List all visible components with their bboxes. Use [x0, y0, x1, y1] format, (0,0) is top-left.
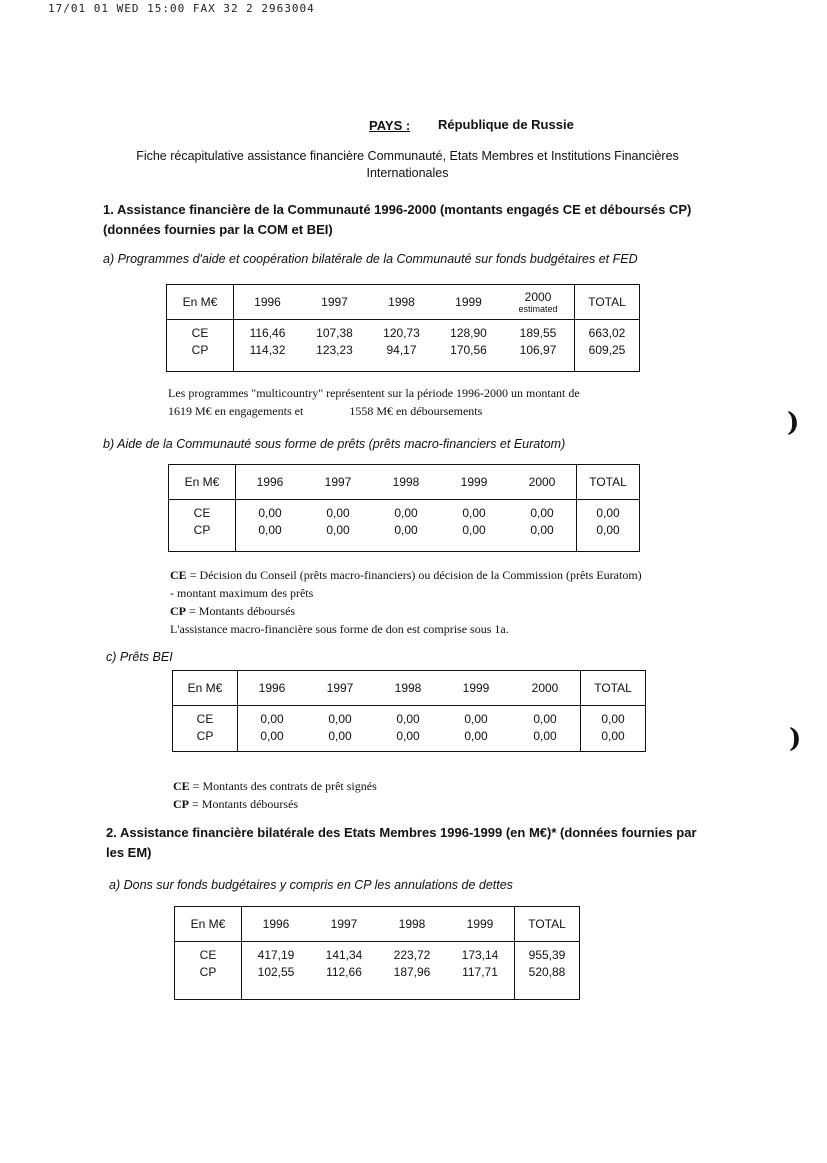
table-1a-total-cell: [575, 320, 640, 372]
fax-header: 17/01 01 WED 15:00 FAX 32 2 2963004: [48, 2, 315, 15]
cell-value: 0,00: [533, 712, 557, 726]
table-1a-row-labels: [167, 320, 234, 372]
row-label-ce: CE: [199, 948, 217, 962]
note-line: Les programmes "multicountry" représentent sur la période 1996-2000 un montant de: [168, 386, 580, 400]
cell-total: 955,39: [528, 948, 566, 962]
table-1a-cell: [502, 320, 575, 372]
cell-value: 114,32: [249, 343, 286, 357]
cell-value: 0,00: [326, 523, 350, 537]
table-2a-year: 1997: [310, 907, 378, 942]
cell-total: 520,88: [528, 965, 566, 979]
table-1c-year: 2000: [510, 671, 581, 706]
row-label-cp: CP: [199, 965, 217, 979]
cell-value: 0,00: [260, 729, 284, 743]
note-text: = Montants déboursés: [186, 604, 296, 618]
table-2a-cell: [242, 942, 311, 1000]
table-2a-row-labels: [175, 942, 242, 1000]
cell-value: 112,66: [326, 965, 362, 979]
cell-value: 0,00: [530, 523, 554, 537]
table-1c-cell: [374, 706, 442, 752]
cell-value: 102,55: [257, 965, 295, 979]
table-1a-cell: [435, 320, 502, 372]
table-1a-year: 2000: [524, 290, 552, 304]
cell-value: 173,14: [461, 948, 499, 962]
row-label-ce: CE: [191, 326, 209, 340]
cell-value: 94,17: [386, 343, 417, 357]
cell-value: 0,00: [326, 506, 350, 520]
table-1a-year: 1996: [234, 285, 302, 320]
country-name: République de Russie: [438, 117, 574, 132]
cell-value: 0,00: [462, 506, 486, 520]
table-1b-cell: [508, 500, 577, 552]
cell-value: 117,71: [462, 965, 498, 979]
table-1c-total-header: TOTAL: [581, 671, 646, 706]
cell-value: 223,72: [393, 948, 431, 962]
cell-total: 0,00: [596, 506, 620, 520]
cell-value: 187,96: [393, 965, 431, 979]
cell-value: 116,46: [249, 326, 286, 340]
note-engagements: 1619 M€ en engagements et: [168, 404, 304, 418]
table-1c-year: 1998: [374, 671, 442, 706]
table-2a-total-header: TOTAL: [515, 907, 580, 942]
multicountry-note: [168, 384, 580, 420]
cell-value: 0,00: [464, 729, 488, 743]
table-2a-cell: [310, 942, 378, 1000]
abbr-ce: CE: [173, 779, 190, 793]
abbr-ce: CE: [170, 568, 187, 582]
table-2a: [174, 906, 580, 1000]
table-1c-unit: En M€: [173, 671, 238, 706]
cell-value: 0,00: [394, 506, 418, 520]
row-label-cp: CP: [196, 729, 214, 743]
note-disbursements: 1558 M€ en déboursements: [349, 404, 483, 418]
table-1b-row-labels: [169, 500, 236, 552]
table-1a-year: 1999: [435, 285, 502, 320]
note-text: = Montants déboursés: [189, 797, 299, 811]
cell-value: 0,00: [258, 523, 282, 537]
table-1c-year: 1999: [442, 671, 510, 706]
section-1c-heading: c) Prêts BEI: [106, 650, 173, 664]
row-label-ce: CE: [196, 712, 214, 726]
table-1b-year: 1999: [440, 465, 508, 500]
cell-value: 0,00: [462, 523, 486, 537]
table-1c-year: 1997: [306, 671, 374, 706]
table-1b-year: 1996: [236, 465, 305, 500]
table-1b-unit: En M€: [169, 465, 236, 500]
table-2a-cell: [446, 942, 515, 1000]
table-1b-total-cell: [577, 500, 640, 552]
section-1b-heading: b) Aide de la Communauté sous forme de prêts (prêts macro-financiers et Euratom): [103, 437, 566, 451]
table-1a-total-header: TOTAL: [575, 285, 640, 320]
cell-value: 0,00: [396, 712, 420, 726]
note-text: L'assistance macro-financière sous forme de don est comprise sous 1a.: [170, 622, 509, 636]
cell-value: 0,00: [328, 729, 352, 743]
cell-value: 0,00: [260, 712, 284, 726]
table-1b-cell: [236, 500, 305, 552]
note-line: [168, 402, 580, 420]
table-2a-year: 1996: [242, 907, 311, 942]
table-1b-total-header: TOTAL: [577, 465, 640, 500]
table-2a-year: 1999: [446, 907, 515, 942]
cell-value: 189,55: [519, 326, 557, 340]
table-1c: [172, 670, 646, 752]
cell-value: 0,00: [396, 729, 420, 743]
note-cp: [173, 795, 377, 813]
note-text: - montant maximum des prêts: [170, 586, 314, 600]
table-1c-notes: [173, 777, 377, 813]
table-1a-unit: En M€: [167, 285, 234, 320]
cell-value: 141,34: [325, 948, 363, 962]
abbr-cp: CP: [173, 797, 189, 811]
country-label: PAYS :: [369, 118, 411, 133]
table-1b-year: 1998: [372, 465, 440, 500]
margin-mark: ): [789, 724, 802, 754]
note-ce: [170, 566, 760, 584]
table-1c-total-cell: [581, 706, 646, 752]
table-1a-estimated-note: estimated: [518, 304, 558, 314]
cell-value: 107,38: [316, 326, 353, 340]
table-2a-cell: [378, 942, 446, 1000]
table-1a-year-2000: [502, 285, 575, 320]
cell-total: 0,00: [601, 729, 625, 743]
table-1c-cell: [510, 706, 581, 752]
table-1b-notes: [170, 566, 760, 638]
table-1b-cell: [372, 500, 440, 552]
table-1a-cell: [368, 320, 435, 372]
cell-value: 0,00: [464, 712, 488, 726]
note-text: = Décision du Conseil (prêts macro-financiers) ou décision de la Commission (prêts Euratom): [186, 568, 642, 582]
section-2-heading: 2. Assistance financière bilatérale des Etats Membres 1996-1999 (en M€)* (données fournies par les EM): [106, 825, 697, 860]
cell-value: 0,00: [533, 729, 557, 743]
cell-value: 120,73: [383, 326, 420, 340]
cell-total: 0,00: [596, 523, 620, 537]
table-1b-year: 2000: [508, 465, 577, 500]
table-1c-year: 1996: [238, 671, 307, 706]
cell-value: 123,23: [316, 343, 353, 357]
table-1b: [168, 464, 640, 552]
table-2a-total-cell: [515, 942, 580, 1000]
table-1a: [166, 284, 640, 372]
table-2a-year: 1998: [378, 907, 446, 942]
row-label-cp: CP: [193, 523, 211, 537]
row-label-cp: CP: [191, 343, 209, 357]
table-1a-cell: [234, 320, 302, 372]
margin-mark: ): [787, 408, 800, 438]
table-1a-year: 1997: [301, 285, 368, 320]
table-2a-unit: En M€: [175, 907, 242, 942]
table-1b-cell: [304, 500, 372, 552]
cell-total: 663,02: [588, 326, 626, 340]
row-label-ce: CE: [193, 506, 211, 520]
table-1c-cell: [238, 706, 307, 752]
cell-value: 417,19: [257, 948, 295, 962]
table-1a-year: 1998: [368, 285, 435, 320]
table-1c-cell: [442, 706, 510, 752]
cell-total: 0,00: [601, 712, 625, 726]
section-2a-heading: a) Dons sur fonds budgétaires y compris en CP les annulations de dettes: [109, 878, 513, 892]
document-subtitle: Fiche récapitulative assistance financière Communauté, Etats Membres et Institutions Financières Internationales: [136, 149, 679, 180]
cell-value: 0,00: [328, 712, 352, 726]
table-1c-cell: [306, 706, 374, 752]
cell-value: 0,00: [394, 523, 418, 537]
table-1b-year: 1997: [304, 465, 372, 500]
section-1-heading: 1. Assistance financière de la Communauté 1996-2000 (montants engagés CE et déboursés CP) (données fournies par la COM et BEI): [103, 202, 692, 237]
note-cp: [170, 602, 760, 620]
cell-value: 170,56: [450, 343, 487, 357]
note-ce: [173, 777, 377, 795]
cell-total: 609,25: [588, 343, 626, 357]
table-1a-cell: [301, 320, 368, 372]
cell-value: 0,00: [530, 506, 554, 520]
cell-value: 0,00: [258, 506, 282, 520]
cell-value: 106,97: [519, 343, 557, 357]
table-1c-row-labels: [173, 706, 238, 752]
table-1b-cell: [440, 500, 508, 552]
cell-value: 128,90: [450, 326, 487, 340]
note-text: = Montants des contrats de prêt signés: [189, 779, 377, 793]
section-1a-heading: a) Programmes d'aide et coopération bilatérale de la Communauté sur fonds budgétaires et FED: [103, 252, 638, 266]
abbr-cp: CP: [170, 604, 186, 618]
